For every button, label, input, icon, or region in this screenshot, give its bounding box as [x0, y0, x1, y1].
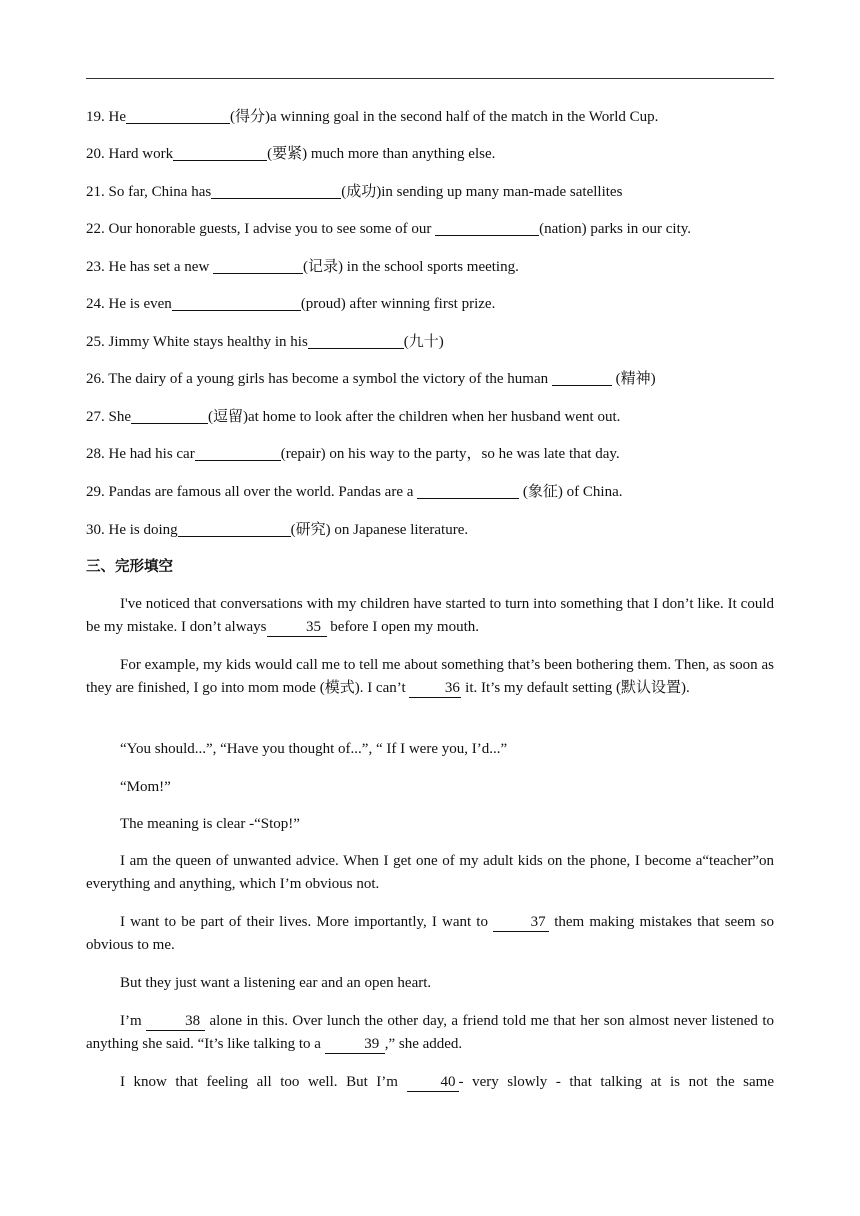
exercise-24: 24. He is even (proud) after winning first prize.: [86, 296, 496, 312]
blank-38[interactable]: 38: [146, 1013, 205, 1031]
answer-blank[interactable]: [211, 182, 341, 199]
passage-paragraph: I want to be part of their lives. More importantly, I want to 37 them making mistakes that seem so obvious to me.: [86, 914, 774, 953]
blank-40[interactable]: 40: [407, 1074, 459, 1092]
answer-blank[interactable]: [126, 107, 230, 124]
exercise-26: 26. The dairy of a young girls has become a symbol the victory of the human (精神): [86, 371, 656, 387]
exercise-20: 20. Hard work (要紧) much more than anything else.: [86, 146, 496, 162]
exercise-19: 19. He (得分)a winning goal in the second half of the match in the World Cup.: [86, 109, 659, 125]
blank-36[interactable]: 36: [409, 680, 461, 698]
answer-blank[interactable]: [417, 482, 519, 499]
passage-paragraph: “You should...”, “Have you thought of...”, “ If I were you, I’d...”: [120, 741, 508, 757]
passage-paragraph: I am the queen of unwanted advice. When I get one of my adult kids on the phone, I become a“teacher”on everything and anything, which I’m obvious not.: [86, 853, 774, 892]
blank-35[interactable]: 35: [267, 619, 327, 637]
passage-paragraph: For example, my kids would call me to tell me about something that’s been bothering them. Then, as soon as they are finished, I go into mom mode (模式). I can’t 36 it. It’s my default setting (默认设置).: [86, 657, 774, 696]
blank-37[interactable]: 37: [493, 914, 549, 932]
passage-paragraph: I know that feeling all too well. But I’m 40 - very slowly - that talking at is not the same: [120, 1074, 774, 1090]
passage-paragraph: “Mom!”: [120, 779, 171, 795]
answer-blank[interactable]: [173, 144, 267, 161]
answer-blank[interactable]: [178, 520, 291, 537]
blank-39[interactable]: 39: [325, 1036, 385, 1054]
header-rule: [86, 78, 774, 79]
answer-blank[interactable]: [308, 332, 404, 349]
passage-paragraph: I've noticed that conversations with my children have started to turn into something that I don’t like. It could be my mistake. I don’t always 35 before I open my mouth.: [86, 596, 774, 635]
answer-blank[interactable]: [172, 294, 301, 311]
exercise-22: 22. Our honorable guests, I advise you to see some of our (nation) parks in our city.: [86, 221, 692, 237]
passage-paragraph: But they just want a listening ear and an open heart.: [120, 975, 432, 991]
answer-blank[interactable]: [435, 219, 539, 236]
exercise-23: 23. He has set a new (记录) in the school sports meeting.: [86, 259, 519, 275]
exercise-27: 27. She (逗留)at home to look after the children when her husband went out.: [86, 409, 621, 425]
exercise-30: 30. He is doing (研究) on Japanese literature.: [86, 522, 469, 538]
exercise-29: 29. Pandas are famous all over the world. Pandas are a (象征) of China.: [86, 484, 623, 500]
exercise-21: 21. So far, China has (成功)in sending up many man-made satellites: [86, 184, 623, 200]
answer-blank[interactable]: [213, 257, 303, 274]
answer-blank[interactable]: [131, 407, 208, 424]
exercise-28: 28. He had his car (repair) on his way to the party，so he was late that day.: [86, 446, 620, 462]
passage-paragraph: I’m 38 alone in this. Over lunch the other day, a friend told me that her son almost never listened to anything she said. “It’s like talking to a 39 ,” she added.: [86, 1013, 774, 1052]
answer-blank[interactable]: [195, 444, 281, 461]
answer-blank[interactable]: [552, 369, 612, 386]
passage-paragraph: The meaning is clear -“Stop!”: [120, 816, 300, 832]
section-heading: 三、完形填空: [86, 559, 173, 575]
exercise-25: 25. Jimmy White stays healthy in his (九十): [86, 334, 444, 350]
